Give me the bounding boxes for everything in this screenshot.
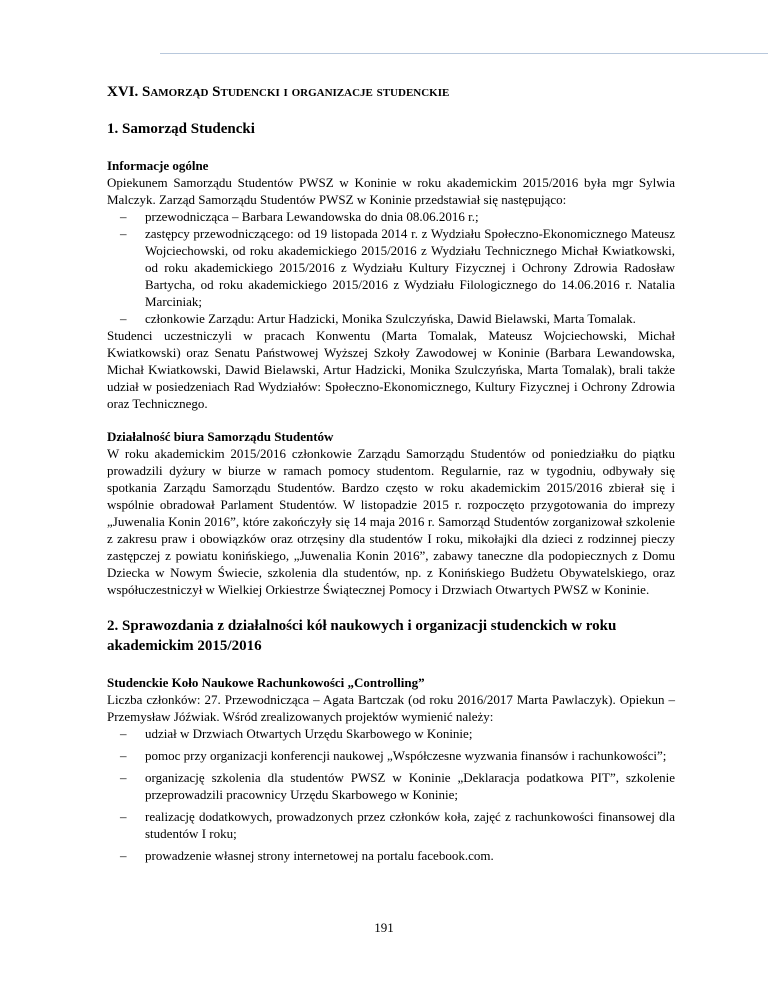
list-item: – członkowie Zarządu: Artur Hadzicki, Monika Szulczyńska, Dawid Bielawski, Marta Tomalak. (120, 311, 636, 326)
list-item: – organizację szkolenia dla studentów PWSZ w Koninie „Deklaracja podatkowa PIT”, szkolenie przeprowadzili pracownicy Urzędu Skarbowego w Koninie; (120, 770, 675, 802)
chapter-number: XVI. (107, 84, 139, 100)
list-item: – udział w Drzwiach Otwartych Urzędu Skarbowego w Koninie; (120, 726, 473, 741)
club-projects-list (107, 725, 675, 864)
dash-icon: – (120, 209, 127, 224)
chapter-title (107, 84, 675, 101)
page-body (107, 84, 675, 869)
dash-icon: – (120, 848, 127, 863)
list-item: – pomoc przy organizacji konferencji naukowej „Współczesne wyzwania finansów i rachunkowości”; (120, 748, 667, 763)
club-heading: Studenckie Koło Naukowe Rachunkowości „Controlling” (107, 675, 425, 690)
section-1-heading: 1. Samorząd Studencki (107, 121, 255, 137)
page-number: 191 (374, 920, 394, 935)
dash-icon: – (120, 770, 127, 785)
office-text: W roku akademickim 2015/2016 członkowie Zarządu Samorządu Studentów od poniedziałku do piątku prowadzili dyżury w biurze w ramach pomocy studentom. Regularnie, raz w tygodniu, odbywały się spotkania Zarządu Samorządu Studentów. Bardzo często w roku akademickim 2015/2016 zbierał się i wspólnie obradował Parlament Studentów. W listopadzie 2015 r. rozpoczęto przygotowania do imprezy „Juwenalia Konin 2016”, które zakończyły się 14 maja 2016 r. Samorząd Studentów zorganizował szkolenie z zakresu praw i obowiązków oraz otrzęsiny dla studentów I roku, mikołajki dla dzieci z rodzinnej pieczy zastępczej z powiatu konińskiego, „Juwenalia Konin 2016”, zabawy taneczne dla podopiecznych z Domu Dziecka w Nowym Świecie, szkolenia dla studentów, np. z Konińskiego Budżetu Obywatelskiego, oraz współuczestniczył w Wielkiej Orkiestrze Świątecznej Pomocy i Drzwiach Otwartych PWSZ w Koninie. (107, 446, 675, 597)
dash-icon: – (120, 311, 127, 326)
dash-icon: – (120, 748, 127, 763)
list-item: – realizację dodatkowych, prowadzonych przez członków koła, zajęć z rachunkowości finansowej dla studentów I roku; (120, 809, 675, 841)
list-item: – prowadzenie własnej strony internetowej na portalu facebook.com. (120, 848, 494, 863)
header-rule (160, 53, 768, 54)
board-list (107, 208, 675, 327)
office-heading: Działalność biura Samorządu Studentów (107, 429, 334, 444)
chapter-name: Samorząd Studencki i organizacje studenckie (142, 84, 450, 100)
general-info-heading: Informacje ogólne (107, 158, 209, 173)
club-intro: Liczba członków: 27. Przewodnicząca – Agata Bartczak (od roku 2016/2017 Marta Pawlaczyk). Opiekun – Przemysław Jóźwiak. Wśród zrealizowanych projektów wymienić należy: (107, 692, 675, 724)
section-2-heading: 2. Sprawozdania z działalności kół naukowych i organizacji studenckich w roku akademickim 2015/2016 (107, 618, 617, 654)
general-info-outro: Studenci uczestniczyli w pracach Konwentu (Marta Tomalak, Mateusz Wojciechowski, Michał Kwiatkowski) oraz Senatu Państwowej Wyższej Szkoły Zawodowej w Koninie (Barbara Lewandowska, Michał Kwiatkowski, Dawid Bielawski, Artur Hadzicki, Monika Szulczyńska, Marta Tomalak), brali także udział w posiedzeniach Rad Wydziałów: Społeczno-Ekonomicznego, Kultury Fizycznej i Ochrony Zdrowia oraz Technicznego. (107, 328, 675, 411)
list-item: – zastępcy przewodniczącego: od 19 listopada 2014 r. z Wydziału Społeczno-Ekonomicznego Mateusz Wojciechowski, od roku akademickiego 2015/2016 z Wydziału Technicznego Michał Kwiatkowski, od roku akademickiego 2015/2016 z Wydziału Kultury Fizycznej i Ochrony Zdrowia Radosław Bartycha, od roku akademickiego 2015/2016 z Wydziału Filologicznego do 14.06.2016 r. Natalia Marciniak; (120, 226, 675, 309)
dash-icon: – (120, 226, 127, 241)
list-item: – przewodnicząca – Barbara Lewandowska do dnia 08.06.2016 r.; (120, 209, 479, 224)
general-info-intro: Opiekunem Samorządu Studentów PWSZ w Koninie w roku akademickim 2015/2016 była mgr Sylwia Malczyk. Zarząd Samorządu Studentów PWSZ w Koninie przedstawiał się następująco: (107, 175, 675, 207)
dash-icon: – (120, 809, 127, 824)
dash-icon: – (120, 726, 127, 741)
